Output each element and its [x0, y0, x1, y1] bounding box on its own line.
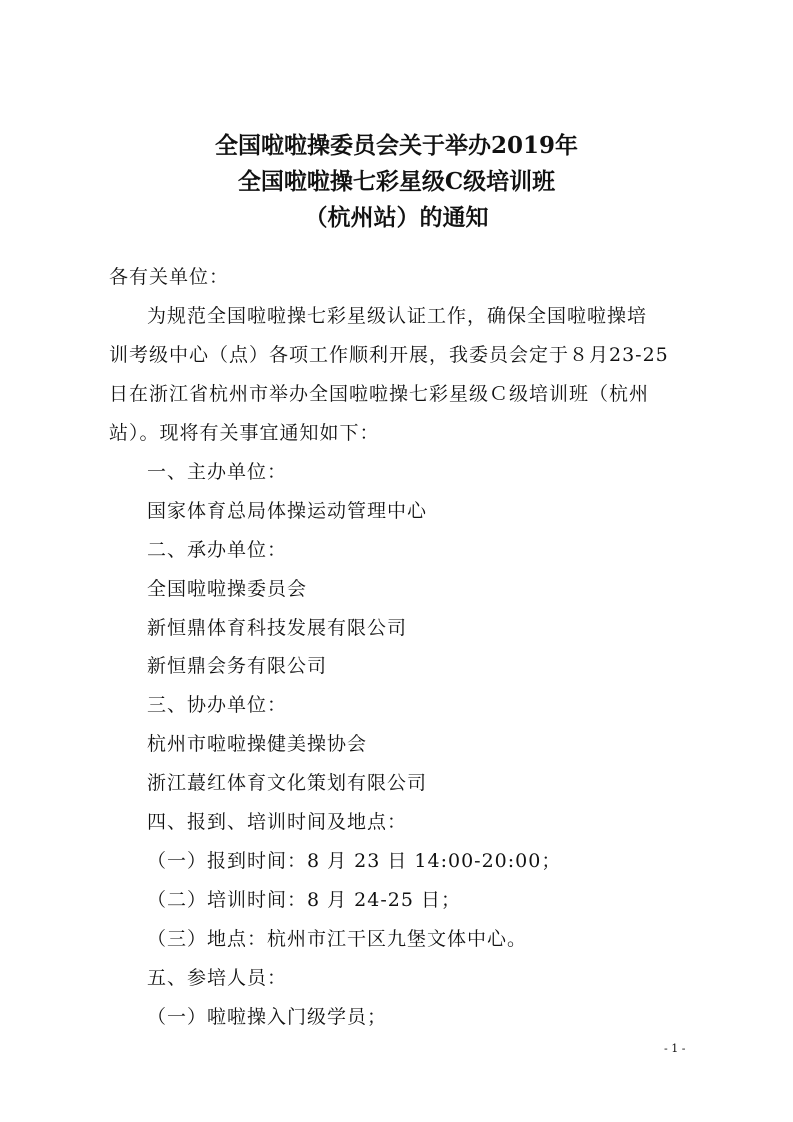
undertaker-item-2: 新恒鼎体育科技发展有限公司	[147, 617, 408, 639]
salutation: 各有关单位：	[109, 266, 230, 288]
intro-line-2: 训考级中心（点）各项工作顺利开展，我委员会定于８月23-25	[109, 344, 669, 366]
training-time: （二）培训时间：8 月 24-25 日；	[147, 889, 461, 911]
venue: （三）地点：杭州市江干区九堡文体中心。	[147, 928, 528, 950]
title-line-3: （杭州站）的通知	[304, 204, 489, 231]
undertaker-item-3: 新恒鼎会务有限公司	[147, 655, 328, 677]
participants-item-1: （一）啦啦操入门级学员；	[147, 1006, 388, 1028]
organizer-heading: 一、主办单位：	[147, 461, 288, 483]
title-line-1: 全国啦啦操委员会关于举办2019年	[214, 132, 578, 159]
time-place-heading: 四、报到、培训时间及地点：	[147, 811, 408, 833]
intro-line-3: 日在浙江省杭州市举办全国啦啦操七彩星级Ｃ级培训班（杭州	[109, 383, 650, 405]
participants-heading: 五、参培人员：	[147, 967, 288, 989]
title-line-2: 全国啦啦操七彩星级C级培训班	[237, 168, 556, 195]
document-title	[0, 128, 793, 236]
undertaker-item-1: 全国啦啦操委员会	[147, 578, 308, 600]
coorganizer-item-1: 杭州市啦啦操健美操协会	[147, 733, 368, 755]
intro-line-1: 为规范全国啦啦操七彩星级认证工作，确保全国啦啦操培	[147, 305, 648, 327]
coorganizer-heading: 三、协办单位：	[147, 694, 288, 716]
undertaker-heading: 二、承办单位：	[147, 539, 288, 561]
page-number: - 1 -	[664, 1042, 686, 1055]
coorganizer-item-2: 浙江蕞红体育文化策划有限公司	[147, 772, 428, 794]
intro-line-4: 站）。现将有关事宜通知如下：	[109, 422, 380, 444]
registration-time: （一）报到时间：8 月 23 日 14:00-20:00；	[147, 850, 562, 872]
organizer-item: 国家体育总局体操运动管理中心	[147, 500, 428, 522]
